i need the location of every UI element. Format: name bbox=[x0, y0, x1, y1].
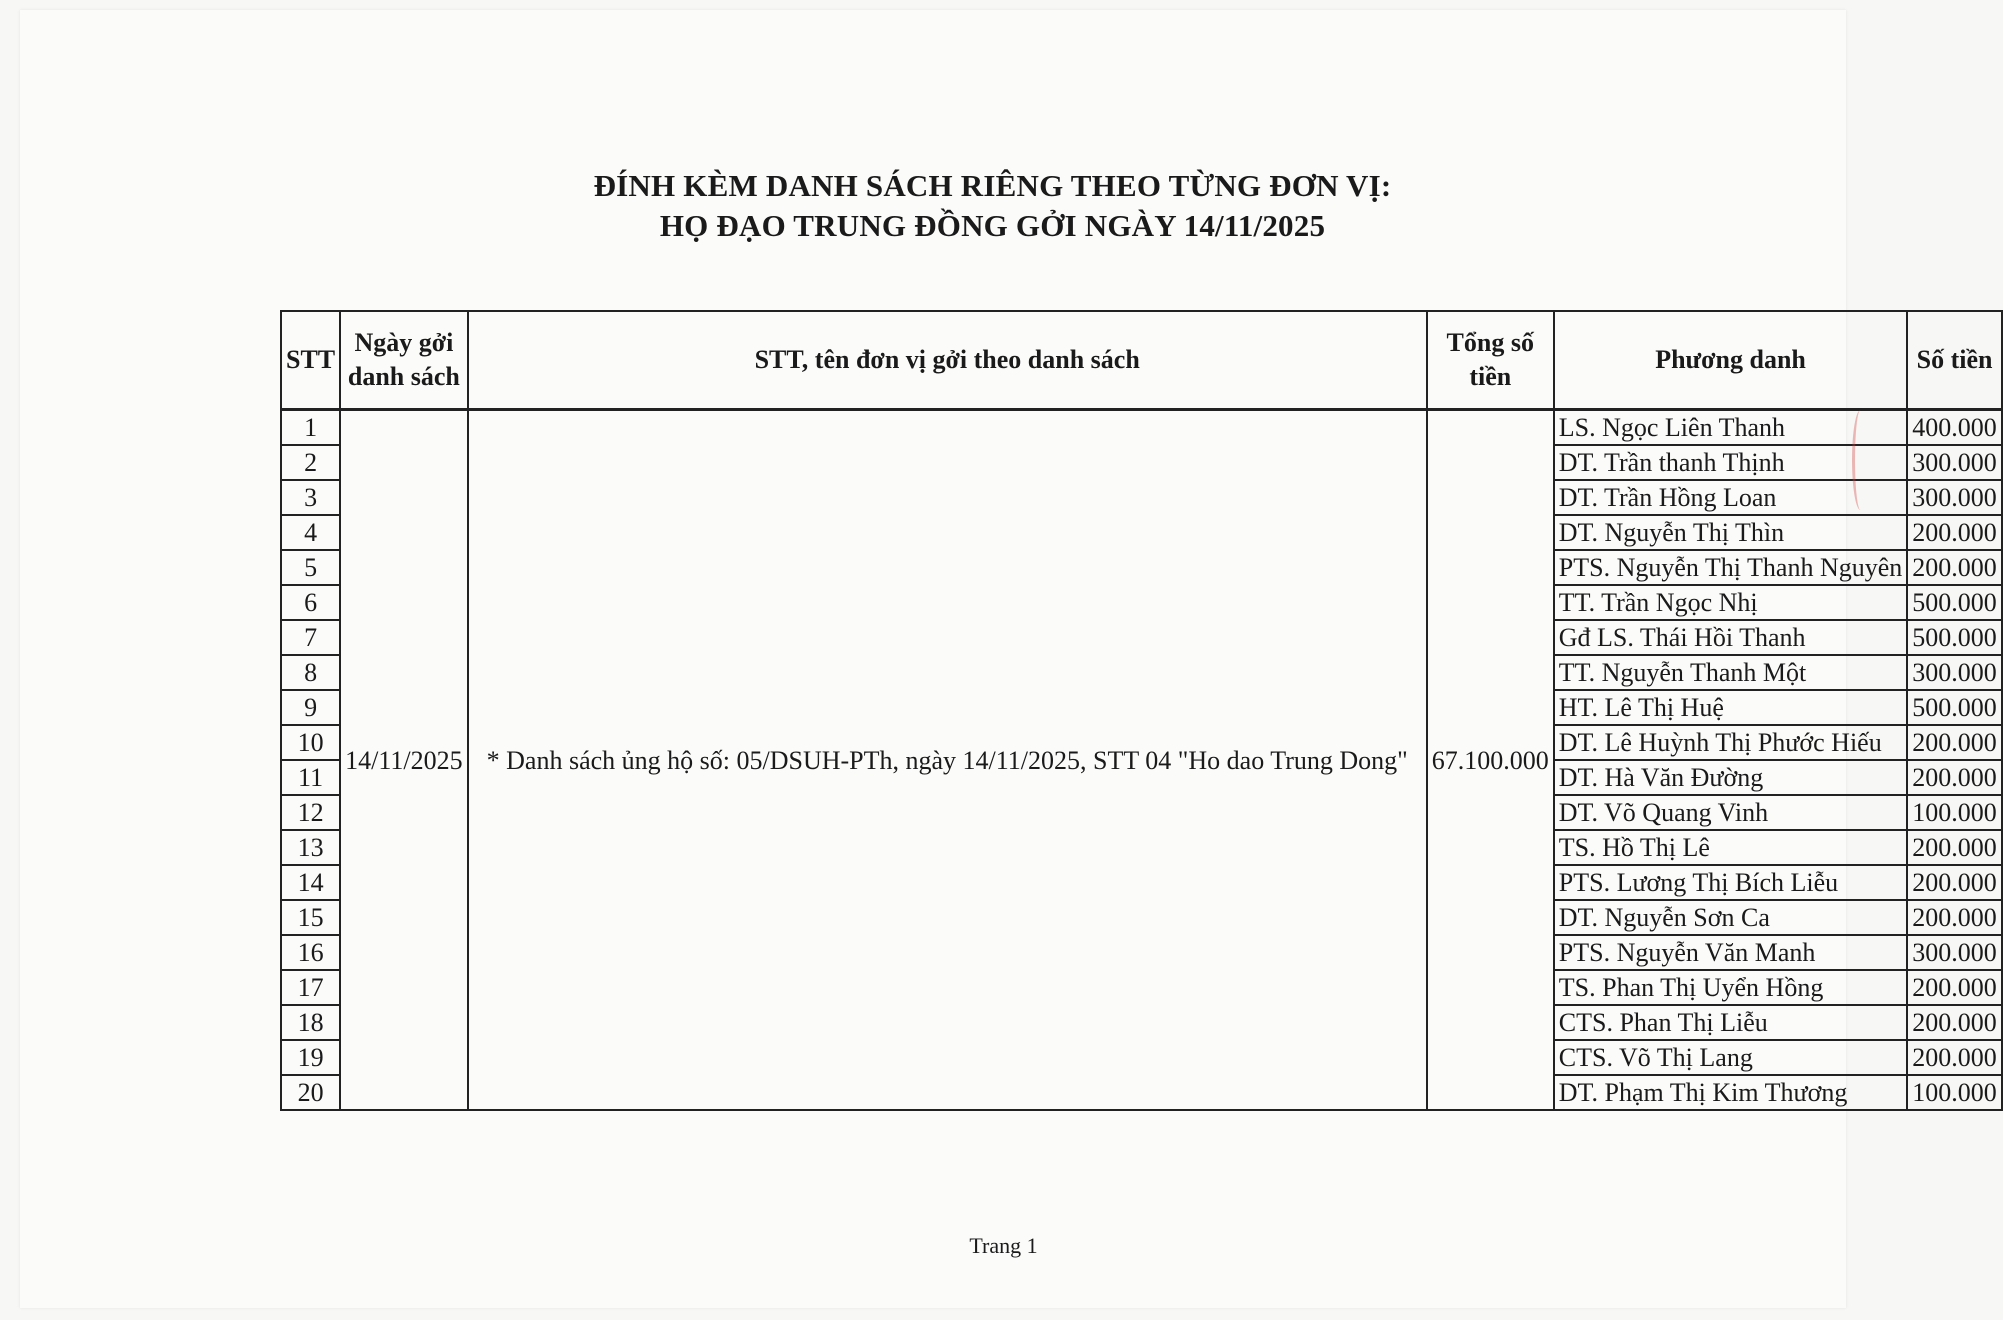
row-stt: 13 bbox=[281, 830, 340, 865]
row-amount: 200.000 bbox=[1907, 1005, 2002, 1040]
row-name: CTS. Võ Thị Lang bbox=[1554, 1040, 1908, 1075]
header-amount: Số tiền bbox=[1907, 311, 2002, 410]
row-amount: 200.000 bbox=[1907, 515, 2002, 550]
row-name: PTS. Nguyễn Thị Thanh Nguyên bbox=[1554, 550, 1908, 585]
row-amount: 500.000 bbox=[1907, 690, 2002, 725]
row-stt: 14 bbox=[281, 865, 340, 900]
row-stt: 3 bbox=[281, 480, 340, 515]
header-name: Phương danh bbox=[1554, 311, 1908, 410]
header-stt: STT bbox=[281, 311, 340, 410]
row-amount: 200.000 bbox=[1907, 900, 2002, 935]
row-name: TS. Hồ Thị Lê bbox=[1554, 830, 1908, 865]
header-total: Tổng số tiền bbox=[1427, 311, 1554, 410]
row-name: DT. Phạm Thị Kim Thương bbox=[1554, 1075, 1908, 1110]
row-name: DT. Võ Quang Vinh bbox=[1554, 795, 1908, 830]
row-stt: 2 bbox=[281, 445, 340, 480]
row-name: DT. Nguyễn Thị Thìn bbox=[1554, 515, 1908, 550]
row-stt: 12 bbox=[281, 795, 340, 830]
header-date: Ngày gởi danh sách bbox=[340, 311, 467, 410]
row-stt: 4 bbox=[281, 515, 340, 550]
total-amount-cell: 67.100.000 bbox=[1427, 410, 1554, 1111]
row-stt: 10 bbox=[281, 725, 340, 760]
row-amount: 100.000 bbox=[1907, 1075, 2002, 1110]
row-amount: 400.000 bbox=[1907, 410, 2002, 446]
page-number: Trang 1 bbox=[969, 1233, 1038, 1258]
row-amount: 300.000 bbox=[1907, 480, 2002, 515]
row-stt: 17 bbox=[281, 970, 340, 1005]
row-name: DT. Nguyễn Sơn Ca bbox=[1554, 900, 1908, 935]
row-stt: 9 bbox=[281, 690, 340, 725]
row-amount: 200.000 bbox=[1907, 970, 2002, 1005]
row-amount: 200.000 bbox=[1907, 550, 2002, 585]
row-name: LS. Ngọc Liên Thanh bbox=[1554, 410, 1908, 446]
row-stt: 1 bbox=[281, 410, 340, 446]
row-amount: 200.000 bbox=[1907, 865, 2002, 900]
row-stt: 15 bbox=[281, 900, 340, 935]
stamp-edge-mark bbox=[1852, 410, 1869, 510]
row-stt: 5 bbox=[281, 550, 340, 585]
row-amount: 300.000 bbox=[1907, 445, 2002, 480]
title-line-1: ĐÍNH KÈM DANH SÁCH RIÊNG THEO TỪNG ĐƠN VỊ: bbox=[593, 168, 1392, 203]
row-amount: 200.000 bbox=[1907, 1040, 2002, 1075]
row-name: CTS. Phan Thị Liễu bbox=[1554, 1005, 1908, 1040]
row-stt: 6 bbox=[281, 585, 340, 620]
row-stt: 20 bbox=[281, 1075, 340, 1110]
row-name: HT. Lê Thị Huệ bbox=[1554, 690, 1908, 725]
title-line-2: HỌ ĐẠO TRUNG ĐỒNG GỞI NGÀY 14/11/2025 bbox=[659, 208, 1326, 243]
row-name: PTS. Lương Thị Bích Liễu bbox=[1554, 865, 1908, 900]
row-amount: 200.000 bbox=[1907, 830, 2002, 865]
row-amount: 100.000 bbox=[1907, 795, 2002, 830]
row-name: DT. Trần Hồng Loan bbox=[1554, 480, 1908, 515]
table-body bbox=[281, 410, 2002, 1111]
page-footer bbox=[0, 1233, 1869, 1259]
send-date-cell: 14/11/2025 bbox=[340, 410, 467, 1111]
row-name: DT. Hà Văn Đường bbox=[1554, 760, 1908, 795]
row-name: PTS. Nguyễn Văn Manh bbox=[1554, 935, 1908, 970]
document-title bbox=[0, 166, 1869, 246]
donation-table bbox=[280, 310, 2003, 1111]
row-name: TT. Nguyễn Thanh Một bbox=[1554, 655, 1908, 690]
row-name: DT. Lê Huỳnh Thị Phước Hiếu bbox=[1554, 725, 1908, 760]
row-stt: 7 bbox=[281, 620, 340, 655]
row-name: DT. Trần thanh Thịnh bbox=[1554, 445, 1908, 480]
row-stt: 8 bbox=[281, 655, 340, 690]
header-unit: STT, tên đơn vị gởi theo danh sách bbox=[468, 311, 1427, 410]
row-stt: 18 bbox=[281, 1005, 340, 1040]
row-amount: 200.000 bbox=[1907, 725, 2002, 760]
row-amount: 500.000 bbox=[1907, 585, 2002, 620]
table-header-row bbox=[281, 311, 2002, 410]
row-amount: 500.000 bbox=[1907, 620, 2002, 655]
table-row bbox=[281, 410, 2002, 446]
row-name: Gđ LS. Thái Hồi Thanh bbox=[1554, 620, 1908, 655]
row-stt: 11 bbox=[281, 760, 340, 795]
row-amount: 300.000 bbox=[1907, 935, 2002, 970]
unit-description-cell: * Danh sách ủng hộ số: 05/DSUH-PTh, ngày 14/11/2025, STT 04 "Ho dao Trung Dong" bbox=[468, 410, 1427, 1111]
row-amount: 300.000 bbox=[1907, 655, 2002, 690]
row-name: TT. Trần Ngọc Nhị bbox=[1554, 585, 1908, 620]
row-name: TS. Phan Thị Uyển Hồng bbox=[1554, 970, 1908, 1005]
row-stt: 19 bbox=[281, 1040, 340, 1075]
row-stt: 16 bbox=[281, 935, 340, 970]
row-amount: 200.000 bbox=[1907, 760, 2002, 795]
